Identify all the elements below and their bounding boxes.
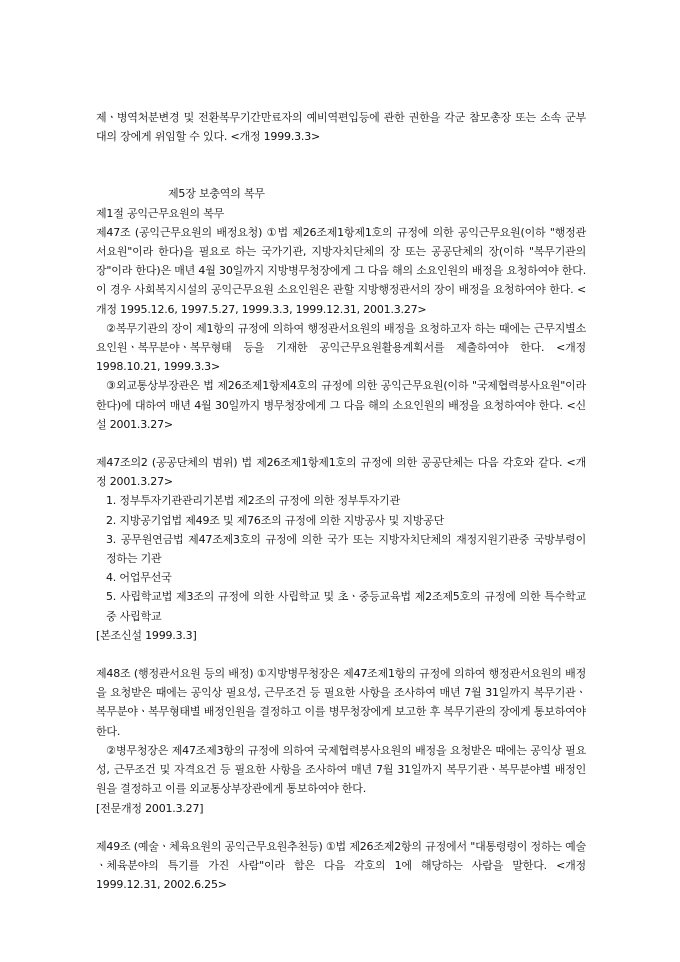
intro-paragraph: 제ㆍ병역처분변경 및 전환복무기간만료자의 예비역편입등에 관한 권한을 각군 참모총장 또는 소속 군부대의 장에게 위임할 수 있다. <개정 1999.3.3> [96, 111, 586, 144]
spacer [96, 434, 586, 453]
document-body [96, 108, 586, 894]
article-47-2-intro: 제47조의2 (공공단체의 범위) 법 제26조제1항제1호의 규정에 의한 공공단체는 다음 각호와 같다. <개정 2001.3.27> [96, 456, 586, 489]
article-48-paragraph-1: 제48조 (행정관서요원 등의 배정) ①지방병무청장은 제47조제1항의 규정에 의하여 행정관서요원의 배정을 요청받은 때에는 공익상 필요성, 근무조건 등 필요한 사항을 조사하여 매년 7월 31일까지 복무기관ㆍ복무분야ㆍ복무형태별 배정인원을 결정하고 이를 병무청장에게 보고한 후 복무기관의 장에게 통보하여야 한다. [96, 667, 586, 738]
spacer [96, 645, 586, 664]
spacer [96, 165, 586, 184]
spacer [96, 146, 586, 165]
article-48-paragraph-2: ②병무청장은 제47조제3항의 규정에 의하여 국제협력봉사요원의 배정을 요청받은 때에는 공익상 필요성, 근무조건 및 자격요건 등 필요한 사항을 조사하여 매년 7월 31일까지 복무기관ㆍ복무분야별 배정인원을 결정하고 이를 외교통상부장관에게 통보하여야 한다. [96, 743, 586, 796]
list-item: 4. 어업무선국 [106, 571, 172, 585]
section-title: 제1절 공익근무요원의 복무 [96, 206, 225, 220]
list-item: 2. 지방공기업법 제49조 및 제76조의 규정에 의한 지방공사 및 지방공단 [106, 513, 445, 527]
chapter-title: 제5장 보충역의 복무 [168, 187, 265, 201]
article-48-note: [전문개정 2001.3.27] [96, 801, 204, 815]
article-47-paragraph-3: ③외교통상부장관은 법 제26조제1항제4호의 규정에 의한 공익근무요원(이하 "국제협력봉사요원"이라 한다)에 대하여 매년 4월 30일까지 병무청장에게 그 다음 해의 소요인원의 배정을 요청하여야 한다. <신설 2001.3.27> [96, 379, 586, 431]
article-47-2-note: [본조신설 1999.3.3] [96, 628, 197, 642]
article-47-paragraph-2: ②복무기관의 장이 제1항의 규정에 의하여 행정관서요원의 배정을 요청하고자 하는 때에는 근무지별소요인원ㆍ복무분야ㆍ복무형태 등을 기재한 공익근무요원활용계획서를 제출하여야 한다. <개정 1998.10.21, 1999.3.3> [96, 321, 586, 374]
list-item: 5. 사립학교법 제3조의 규정에 의한 사립학교 및 초ㆍ중등교육법 제2조제5호의 규정에 의한 특수학교중 사립학교 [106, 590, 586, 623]
article-49-paragraph-1: 제49조 (예술ㆍ체육요원의 공익근무요원추천등) ①법 제26조제2항의 규정에서 "대통령령이 정하는 예술ㆍ체육분야의 특기를 가진 사람"이라 함은 다음 각호의 1에 해당하는 사람을 말한다. <개정 1999.12.31, 2002.6.25> [96, 839, 586, 892]
list-item: 1. 정부투자기관관리기본법 제2조의 규정에 의한 정부투자기관 [106, 494, 401, 508]
spacer [96, 818, 586, 837]
article-47-paragraph-1: 제47조 (공익근무요원의 배정요청) ①법 제26조제1항제1호의 규정에 의한 공익근무요원(이하 "행정관서요원"이라 한다)을 필요로 하는 국가기관, 지방자치단체의 장 또는 공공단체의 장(이하 "복무기관의 장"이라 한다)은 매년 4월 30일까지 지방병무청장에게 그 다음 해의 소요인원의 배정을 요청하여야 한다. 이 경우 사회복지시설의 공익근무요원 소요인원은 관할 지방행정관서의 장이 배정을 요청하여야 한다. <개정 1995.12.6, 1997.5.27, 1999.3.3, 1999.12.31, 2001.3.27> [96, 225, 586, 316]
list-item: 3. 공무원연금법 제47조제3호의 규정에 의한 국가 또는 지방자치단체의 재정지원기관중 국방부령이 정하는 기관 [106, 532, 586, 566]
